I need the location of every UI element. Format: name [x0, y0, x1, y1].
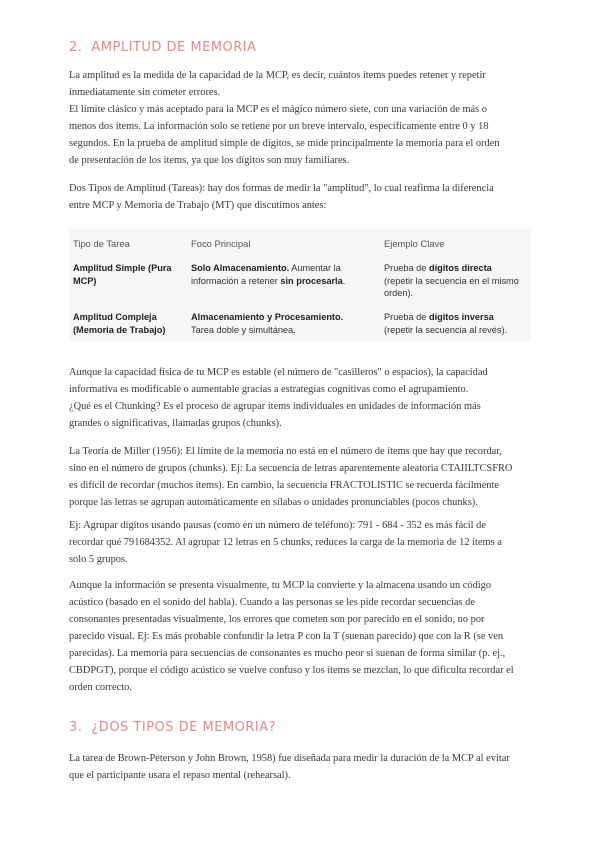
cell-text: Aumentar la: [289, 263, 341, 273]
text-line: consonantes presentadas visualmente, los errores que cometen son por parecido en el sonido, no por: [69, 614, 485, 625]
cell-text: sin procesarla: [280, 275, 343, 286]
cell-text: (Memoria de Trabajo): [73, 324, 166, 335]
text-line: segundos. En la prueba de amplitud simple de dígitos, se mide principalmente la memoria para el orden: [69, 138, 500, 149]
text-line: La amplitud es la medida de la capacidad de la MCP, es decir, cuántos ítems puedes retener y repetir: [69, 70, 486, 81]
text-line: La Teoría de Miller (1956): El límite de la memoria no está en el número de ítems que hay que recordar,: [69, 446, 502, 457]
text-line: CBDPGT), porque el código acústico se vuelve confuso y los ítems se mezclan, lo que dificulta recordar el: [69, 665, 514, 676]
cell-text: dígitos inversa: [428, 312, 494, 322]
text-line: solo 5 grupos.: [69, 554, 128, 565]
cell-text: Amplitud Simple (Pura: [73, 263, 172, 273]
paragraph-brown-peterson: [69, 750, 537, 784]
text-line: Ej: Agrupar dígitos usando pausas (como en un número de teléfono): 791 - 684 - 352 es más fácil de: [69, 520, 486, 531]
section-title: ¿DOS TIPOS DE MEMORIA?: [91, 720, 277, 735]
text-line: sino en el número de grupos (chunks). Ej: La secuencia de letras aparentemente aleatoria CTAIILTCSFRO: [69, 463, 513, 474]
text-line: parecidas). La memoria para secuencias de consonantes es mucho peor si suenan de forma similar (p. ej.,: [69, 648, 506, 659]
cell-text: dígitos directa: [428, 263, 492, 273]
text-line: El límite clásico y más aceptado para la MCP es el mágico número siete, con una variación de más o: [69, 104, 487, 115]
text-line: La tarea de Brown-Peterson y John Brown, 1958) fue diseñada para medir la duración de la MCP al evitar: [69, 753, 510, 764]
text-line: Aunque la capacidad física de tu MCP es estable (el número de "casilleros" o espacios), la capacidad: [69, 367, 488, 378]
text-line: Aunque la información se presenta visualmente, tu MCP la convierte y la almacena usando un código: [69, 580, 492, 591]
table-header-ejemplo: Ejemplo Clave: [384, 238, 445, 249]
cell-text: Prueba de: [384, 312, 429, 322]
text-line: Dos Tipos de Amplitud (Tareas): hay dos formas de medir la "amplitud", lo cual reafirma la diferencia: [69, 183, 494, 194]
cell-text: MCP): [73, 275, 97, 286]
section-heading-2: [69, 40, 257, 55]
paragraph-tipos-amplitud: [69, 180, 537, 214]
paragraph-ejemplo-digitos: [69, 517, 537, 568]
text-line: es difícil de recordar (muchos ítems). En cambio, la secuencia FRACTOLISTIC se recuerda fácilmente: [69, 480, 499, 491]
text-line: porque las letras se agrupan automáticamente en sílabas o unidades pronunciables (pocos chunks).: [69, 497, 478, 508]
cell-text: Almacenamiento y Procesamiento.: [191, 312, 344, 322]
table-cell-ejemplo-simple: [384, 262, 529, 300]
amplitud-table: [69, 229, 531, 341]
section-title: AMPLITUD DE MEMORIA: [91, 40, 257, 55]
cell-text: orden).: [384, 288, 414, 298]
text-line: recordar qué 791684352. Al agrupar 12 letras en 5 chunks, reduces la carga de la memoria de 12 ítems a: [69, 537, 502, 548]
paragraph-codigo-acustico: [69, 577, 537, 696]
cell-text: Tarea doble y simultánea.: [191, 324, 296, 335]
table-cell-tipo-simple: [73, 262, 185, 287]
cell-text: Solo Almacenamiento.: [191, 263, 290, 273]
text-line: parecido visual. Ej: Es más probable confundir la letra P con la T (suenan parecido) que con la R (se ven: [69, 631, 504, 642]
text-line: de presentación de los ítems, ya que los dígitos son muy familiares.: [69, 155, 350, 166]
section-number: 2.: [69, 40, 83, 55]
text-line: informativa es modificable o aumentable gracias a estrategias cognitivas como el agrupamiento.: [69, 384, 469, 395]
text-line: grandes o significativas, llamadas grupos (chunks).: [69, 418, 282, 429]
cell-text: información a retener: [191, 275, 281, 286]
paragraph-amplitud-definicion: [69, 67, 537, 169]
cell-text: .: [342, 275, 346, 286]
table-cell-foco-compleja: [191, 311, 377, 336]
cell-text: Amplitud Compleja: [73, 312, 157, 322]
text-line: orden correcto.: [69, 682, 132, 693]
cell-text: (repetir la secuencia en el mismo: [384, 275, 519, 286]
text-line: ¿Qué es el Chunking? Es el proceso de agrupar ítems individuales en unidades de información más: [69, 401, 481, 412]
cell-text: Prueba de: [384, 263, 429, 273]
text-line: menos dos ítems. La información solo se retiene por un breve intervalo, específicamente entre 0 y 18: [69, 121, 489, 132]
section-number: 3.: [69, 720, 83, 735]
table-cell-ejemplo-compleja: [384, 311, 529, 336]
paragraph-teoria-miller: [69, 443, 537, 511]
paragraph-chunking: [69, 364, 537, 432]
cell-text: (repetir la secuencia al revés).: [384, 324, 508, 335]
table-cell-foco-simple: [191, 262, 377, 287]
text-line: acústico (basado en el sonido del habla). Cuando a las personas se les pide recordar secuencias de: [69, 597, 475, 608]
table-header-foco: Foco Principal: [191, 238, 251, 249]
table-header-tipo: Tipo de Tarea: [73, 238, 130, 249]
text-line: entre MCP y Memoria de Trabajo (MT) que discutimos antes:: [69, 200, 327, 211]
text-line: que el participante usara el repaso mental (rehearsal).: [69, 770, 291, 781]
section-heading-3: [69, 720, 276, 735]
text-line: inmediatamente sin cometer errores.: [69, 87, 221, 98]
table-cell-tipo-compleja: [73, 311, 185, 336]
